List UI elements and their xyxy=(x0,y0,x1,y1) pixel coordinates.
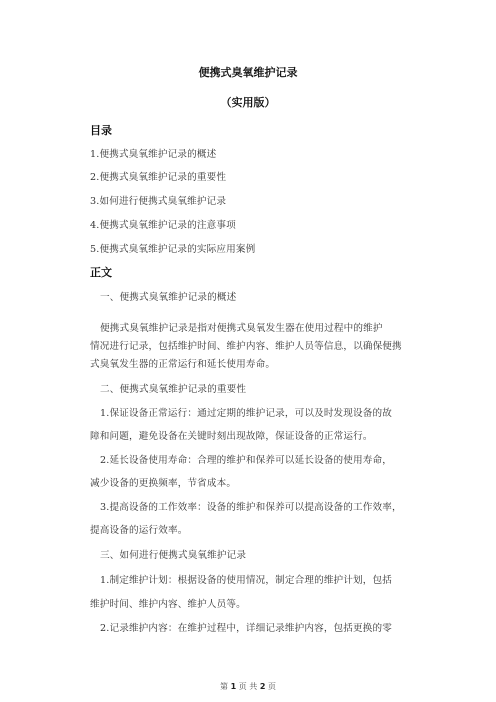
page-footer xyxy=(0,681,496,692)
section1-line-2: 情况进行记录，包括维护时间、维护内容、维护人员等信息，以确保便携 xyxy=(90,341,402,352)
footer-total-pages: 2 xyxy=(259,682,266,691)
toc-heading: 目录 xyxy=(90,124,112,137)
section2-heading: 二、便携式臭氧维护记录的重要性 xyxy=(100,384,247,395)
footer-prefix: 第 xyxy=(220,682,229,691)
section3-p1-line-1: 1.制定维护计划：根据设备的使用情况，制定合理的维护计划，包括 xyxy=(100,575,393,586)
section2-p3-line-1: 3.提高设备的工作效率：设备的维护和保养可以提高设备的工作效率， xyxy=(100,502,402,513)
section3-heading: 三、如何进行便携式臭氧维护记录 xyxy=(100,550,247,561)
footer-page-number: 1 xyxy=(230,682,237,691)
footer-suffix: 页 xyxy=(267,682,276,691)
toc-item-5: 5.便携式臭氧维护记录的实际应用案例 xyxy=(90,244,256,255)
section1-heading: 一、便携式臭氧维护记录的概述 xyxy=(100,292,237,303)
toc-item-3: 3.如何进行便携式臭氧维护记录 xyxy=(90,196,227,207)
section1-line-1: 便携式臭氧维护记录是指对便携式臭氧发生器在使用过程中的维护 xyxy=(100,323,383,334)
section2-p1-line-2: 障和问题，避免设备在关键时刻出现故障，保证设备的正常运行。 xyxy=(90,431,373,442)
section2-p3-line-2: 提高设备的运行效率。 xyxy=(90,525,188,536)
body-heading: 正文 xyxy=(90,266,112,279)
section3-p2-line-1: 2.记录维护内容：在维护过程中，详细记录维护内容，包括更换的零 xyxy=(100,623,393,634)
toc-item-2: 2.便携式臭氧维护记录的重要性 xyxy=(90,172,227,183)
toc-item-1: 1.便携式臭氧维护记录的概述 xyxy=(90,149,217,160)
document-title: 便携式臭氧维护记录 xyxy=(198,66,298,79)
section1-line-3: 式臭氧发生器的正常运行和延长使用寿命。 xyxy=(90,359,276,370)
footer-middle: 页 共 xyxy=(238,682,258,691)
section3-p1-line-2: 维护时间、维护内容、维护人员等。 xyxy=(90,599,246,610)
section2-p2-line-1: 2.延长设备使用寿命：合理的维护和保养可以延长设备的使用寿命， xyxy=(100,455,393,466)
toc-item-4: 4.便携式臭氧维护记录的注意事项 xyxy=(90,220,236,231)
section2-p1-line-1: 1.保证设备正常运行：通过定期的维护记录，可以及时发现设备的故 xyxy=(100,408,393,419)
section2-p2-line-2: 减少设备的更换频率，节省成本。 xyxy=(90,478,237,489)
document-subtitle: （实用版） xyxy=(220,96,276,109)
